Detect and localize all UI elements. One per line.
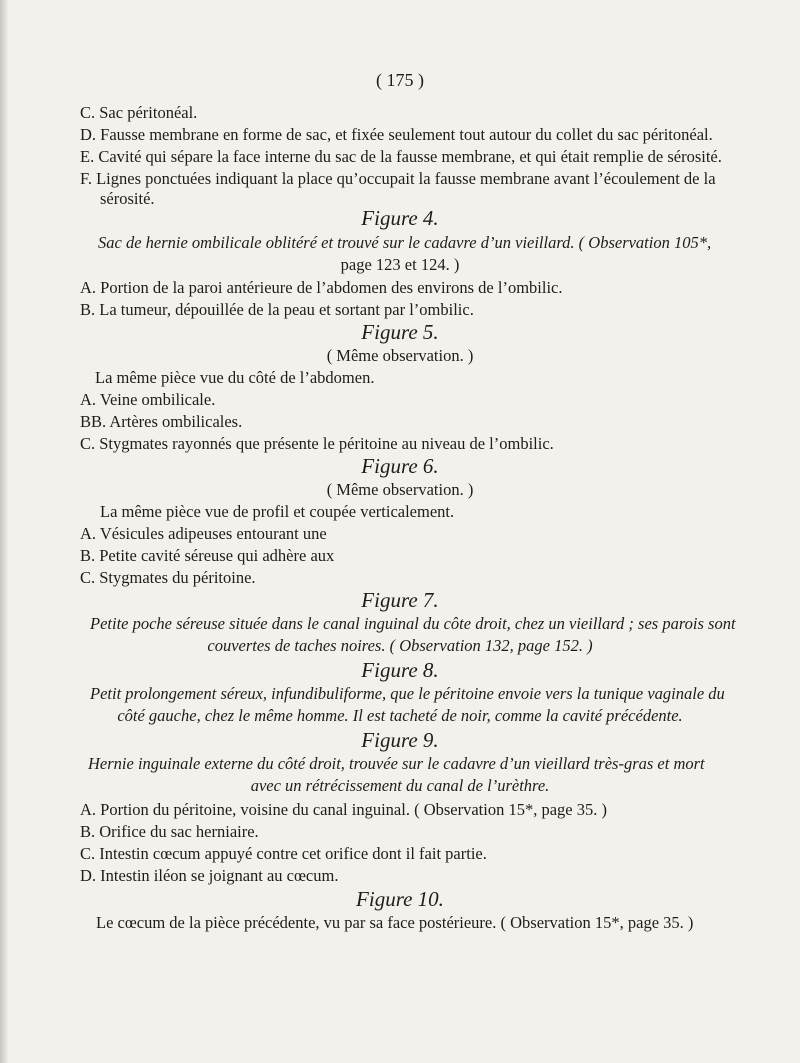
legend-item-b4: B. La tumeur, dépouillée de la peau et sortant par l’ombilic. <box>80 300 474 319</box>
legend-item-f-cont: sérosité. <box>100 189 155 208</box>
figure-4-caption: Sac de hernie ombilicale oblitéré et trouvé sur le cadavre d’un vieillard. ( Observation 105*, <box>98 233 712 252</box>
legend-item-c6: C. Stygmates du péritoine. <box>80 568 256 587</box>
legend-item-a9: A. Portion du péritoine, voisine du canal inguinal. ( Observation 15*, page 35. ) <box>80 800 607 819</box>
figure-4-heading: Figure 4. <box>361 206 439 230</box>
figure-9-caption: Hernie inguinale externe du côté droit, trouvée sur le cadavre d’un vieillard très-gras et mort <box>88 754 705 773</box>
legend-item-d9: D. Intestin iléon se joignant au cœcum. <box>80 866 339 885</box>
figure-8-caption: Petit prolongement séreux, infundibuliforme, que le péritoine envoie vers la tunique vaginale du <box>90 684 725 703</box>
legend-item-c9: C. Intestin cœcum appuyé contre cet orifice dont il fait partie. <box>80 844 487 863</box>
legend-item-f: F. Lignes ponctuées indiquant la place qu’occupait la fausse membrane avant l’écoulement de la <box>80 169 716 188</box>
figure-7-caption-cont: couvertes de taches noires. ( Observation 132, page 152. ) <box>207 636 593 655</box>
figure-10-heading: Figure 10. <box>356 887 444 911</box>
legend-item-b6: B. Petite cavité séreuse qui adhère aux <box>80 546 335 565</box>
legend-item-a5: A. Veine ombilicale. <box>80 390 216 409</box>
figure-10-caption: Le cœcum de la pièce précédente, vu par sa face postérieure. ( Observation 15*, page 35. ) <box>96 913 694 932</box>
legend-item-e: E. Cavité qui sépare la face interne du sac de la fausse membrane, et qui était remplie de sérosité. <box>80 147 722 166</box>
figure-6-desc: La même pièce vue de profil et coupée verticalement. <box>100 502 455 521</box>
legend-item-d: D. Fausse membrane en forme de sac, et fixée seulement tout autour du collet du sac péritonéal. <box>80 125 713 144</box>
figure-9-caption-cont: avec un rétrécissement du canal de l’urèthre. <box>250 776 550 795</box>
figure-5-observation: ( Même observation. ) <box>326 346 474 365</box>
figure-7-heading: Figure 7. <box>361 588 439 612</box>
figure-8-heading: Figure 8. <box>361 658 439 682</box>
page-number: ( 175 ) <box>376 70 424 90</box>
figure-9-heading: Figure 9. <box>361 728 439 752</box>
legend-item-c5: C. Stygmates rayonnés que présente le péritoine au niveau de l’ombilic. <box>80 434 554 453</box>
legend-item-a6: A. Vésicules adipeuses entourant une <box>80 524 327 543</box>
figure-6-heading: Figure 6. <box>361 454 439 478</box>
legend-item-b9: B. Orifice du sac herniaire. <box>80 822 259 841</box>
figure-6-observation: ( Même observation. ) <box>326 480 474 499</box>
legend-item-bb5: BB. Artères ombilicales. <box>80 412 243 431</box>
figure-4-caption-cont: page 123 et 124. ) <box>340 255 460 274</box>
figure-7-caption: Petite poche séreuse située dans le canal inguinal du côte droit, chez un vieillard ; ses parois sont <box>90 614 736 633</box>
legend-item-c-sac: C. Sac péritonéal. <box>80 103 198 122</box>
figure-8-caption-cont: côté gauche, chez le même homme. Il est tacheté de noir, comme la cavité précédente. <box>117 706 683 725</box>
figure-5-desc: La même pièce vue du côté de l’abdomen. <box>95 368 375 387</box>
figure-5-heading: Figure 5. <box>361 320 439 344</box>
legend-item-a4: A. Portion de la paroi antérieure de l’abdomen des environs de l’ombilic. <box>80 278 563 297</box>
